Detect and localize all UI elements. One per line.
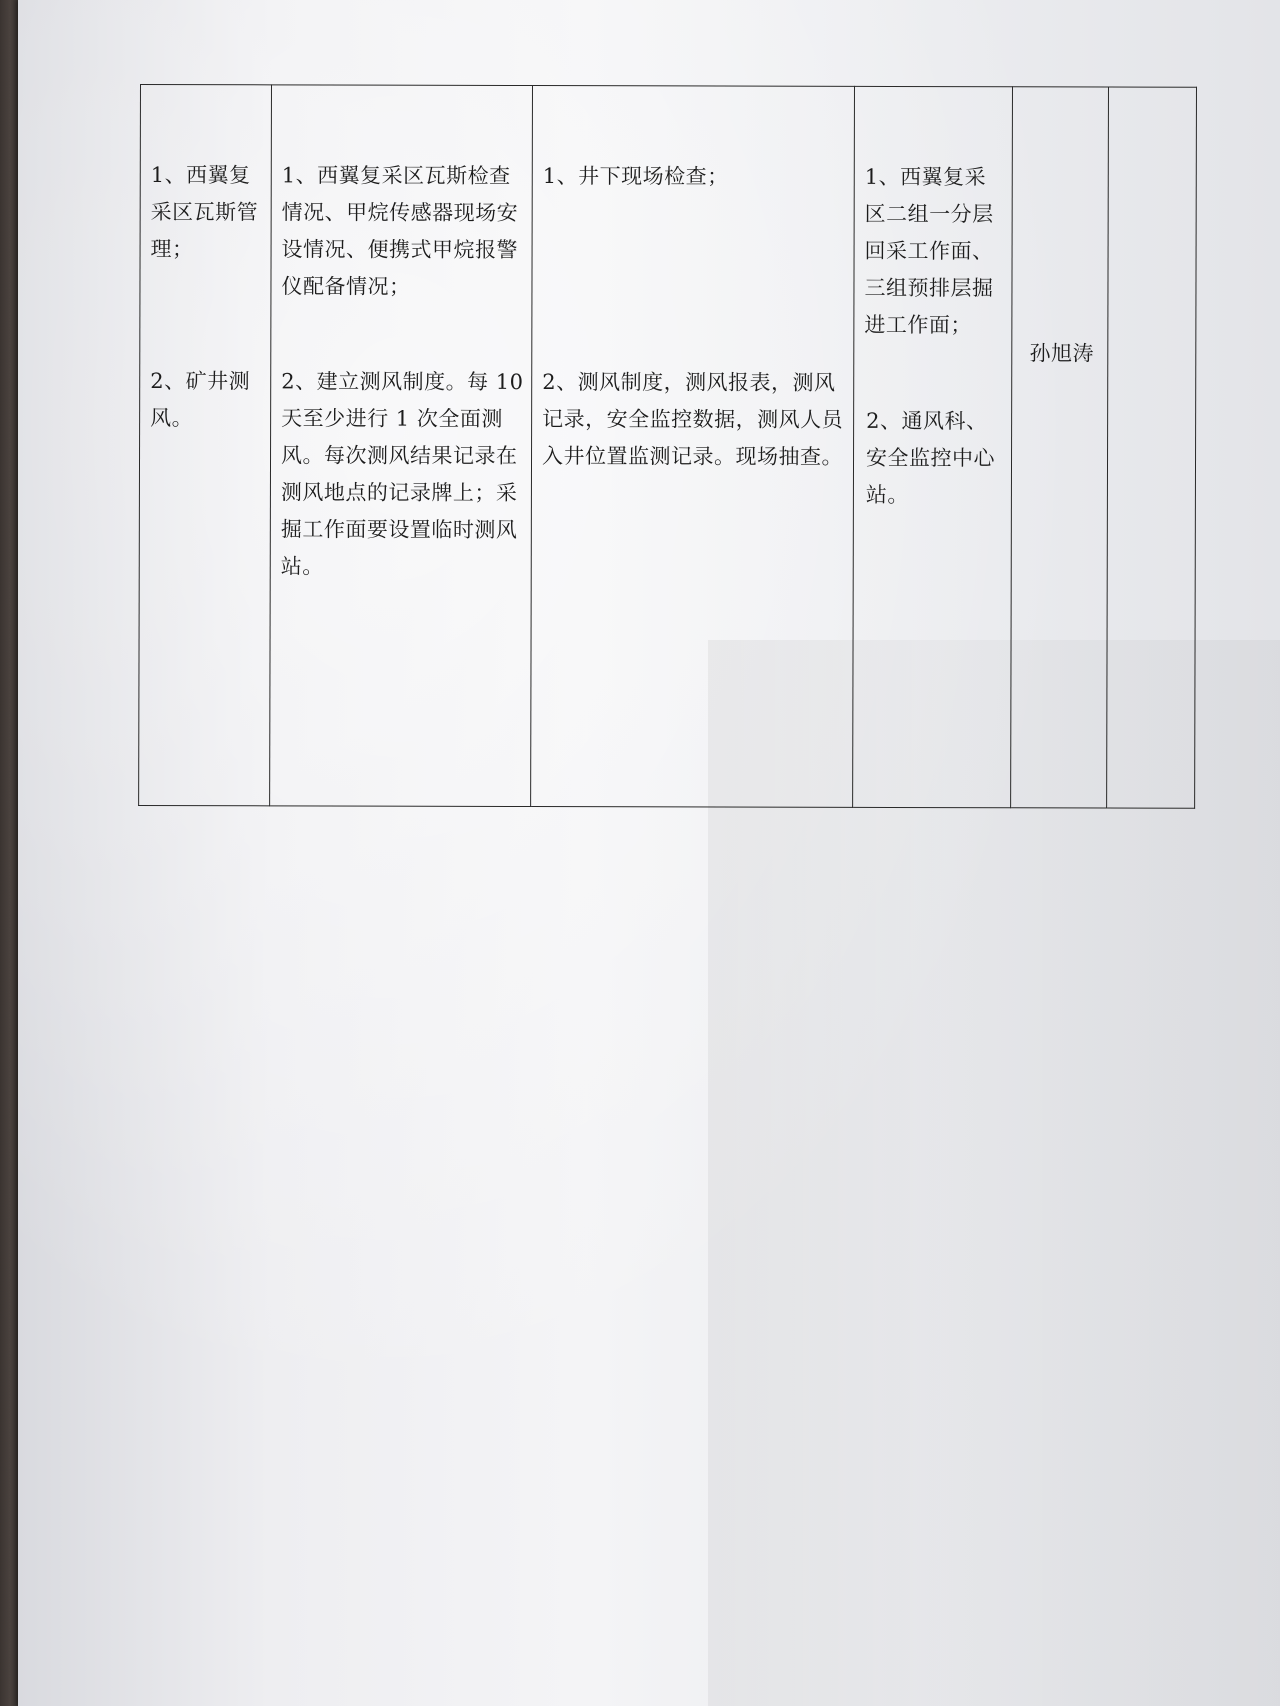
inspection-method-cell [531,86,855,808]
inspection-location-cell [853,86,1013,807]
inspection-content-1: 1、西翼复采区瓦斯检查情况、甲烷传感器现场安设情况、便携式甲烷报警仪配备情况； [281,163,519,299]
inspection-method-2: 2、测风制度，测风报表，测风记录，安全监控数据，测风人员入井位置监测记录。现场抽查。 [541,370,844,469]
inspection-item-1: 1、西翼复采区瓦斯管理； [150,163,259,262]
inspection-content-cell [270,85,533,807]
inspection-location-2: 2、通风科、安全监控中心站。 [865,408,996,508]
responsible-person-name: 孙旭涛 [1029,341,1095,366]
inspection-item-2: 2、矿井测风。 [150,369,251,431]
inspection-table [138,84,1197,809]
responsible-person-cell [1011,87,1109,808]
paper-sheet [18,0,1280,1706]
inspection-method-1: 1、井下现场检查； [542,164,729,189]
remarks-cell [1107,87,1197,808]
inspection-content-2: 2、建立测风制度。每 10 天至少进行 1 次全面测风。每次测风结果记录在测风地点的记录牌上；采掘工作面要设置临时测风站。 [280,369,524,579]
inspection-item-cell [139,85,272,806]
table-row [139,85,1197,809]
inspection-location-1: 1、西翼复采区二组一分层回采工作面、三组预排层掘进工作面； [864,164,994,338]
